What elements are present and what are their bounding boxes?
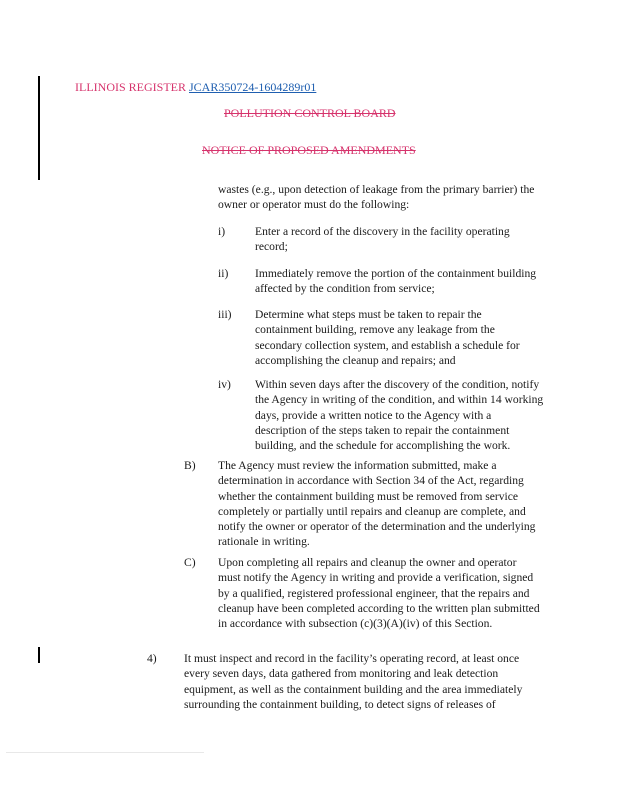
paragraph-label: C) (184, 556, 196, 569)
sub-item-text: Immediately remove the portion of the containment building affected by the condition from service; (255, 267, 537, 296)
notice-title: NOTICE OF PROPOSED AMENDMENTS (202, 143, 416, 157)
register-title: ILLINOIS REGISTER (75, 80, 186, 94)
sub-item-label: ii) (218, 267, 229, 280)
sub-item-label: iii) (218, 308, 232, 321)
item-label: 4) (147, 652, 157, 665)
register-header (75, 80, 316, 95)
paragraph-label: B) (184, 459, 196, 472)
paragraph-text: Upon completing all repairs and cleanup the owner and operator must notify the Agency in writing and provide a verification, signed by a qualified, registered professional engineer, that the repairs and cleanup have been completed according to the written plan submitted in accordance with subsection (c)(3)(A)(iv) of this Section. (218, 556, 540, 631)
jcar-reference-link[interactable]: JCAR350724-1604289r01 (189, 80, 317, 94)
board-name: POLLUTION CONTROL BOARD (224, 106, 396, 120)
paragraph-text: The Agency must review the information submitted, make a determination in accordance with Section 34 of the Act, regarding whether the containment building must be removed from service completely or partially until repairs and cleanup are complete, and notify the owner or operator of the determination and the underlying rationale in writing. (218, 459, 536, 549)
change-bar-bottom (38, 647, 40, 663)
sub-item-label: iv) (218, 378, 231, 391)
sub-item-text: Within seven days after the discovery of the condition, notify the Agency in writing of the condition, and within 14 working days, provide a written notice to the Agency with a description of the steps taken to repair the containment building, and the schedule for accomplishing the work. (255, 378, 544, 453)
sub-item-text: Enter a record of the discovery in the facility operating record; (255, 225, 510, 254)
item-text: It must inspect and record in the facility’s operating record, at least once every seven days, data gathered from monitoring and leak detection equipment, as well as the containment building and the area immediately surrounding the containment building, to detect signs of releases of (184, 652, 523, 711)
sub-item-label: i) (218, 225, 226, 238)
change-bar-top (38, 76, 40, 180)
sub-item-text: Determine what steps must be taken to repair the containment building, remove any leakage from the secondary collection system, and establish a schedule for accomplishing the cleanup and repairs; and (255, 308, 520, 367)
footer-divider (6, 752, 204, 753)
intro-text: wastes (e.g., upon detection of leakage from the primary barrier) the owner or operator must do the following: (218, 183, 535, 212)
